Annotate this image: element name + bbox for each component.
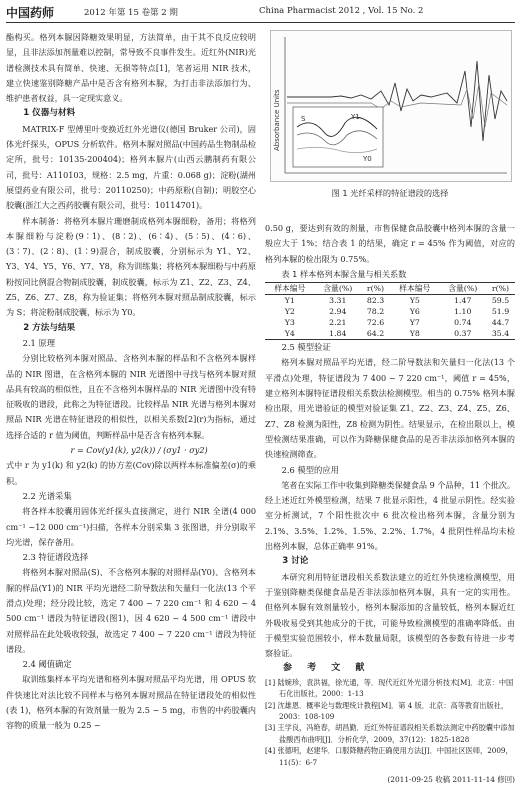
- table-cell: 35.4: [491, 329, 510, 339]
- table-cell: 51.9: [491, 307, 510, 317]
- subsection-heading-2-2: 2.2 光谱采集: [22, 490, 72, 501]
- subsection-heading-2-4: 2.4 阈值确定: [22, 659, 72, 670]
- subsection-heading-2-6: 2.6 模型的应用: [281, 464, 339, 475]
- table-cell: Y1: [284, 296, 295, 306]
- running-header: [6, 4, 515, 22]
- table-cell: 1.47: [454, 296, 472, 306]
- legend-s: S: [301, 115, 306, 123]
- figure-1-spectra: [270, 30, 512, 182]
- validation-paragraph: 格列本脲对照品平均光谱，经二阶导数法和矢量归一化法(13 个平滑点)处理，特征谱段为 7 400 ~ 7 220 cm⁻¹，阈值 r = 45%，建立格列本脲特征谱段相关系数法检测模型。相当的 0.75% 格列本脲检出限，用光谱验证的模型对验证集 Z1、Z2、Z3、Z4、Z5、Z6、Z7、Z8 检测为阳性，Z8 检测为阴性。结果显示，在检出限以上，模型检测结果准确，可以作为降糖保健食品的是否非法添加格列本脲的快速检测筛查。: [265, 357, 515, 460]
- correlation-formula: r = Cov(y1(k), y2(k)) / (σy1 · σy2): [70, 445, 208, 456]
- figure-1-caption: 图 1 光纤采样的特征谱段的选择: [331, 188, 449, 198]
- table-row: [265, 328, 515, 340]
- table-header-row: [265, 283, 515, 295]
- table-cell: 0.37: [454, 329, 472, 339]
- table-cell: 64.2: [366, 329, 385, 339]
- table-cell: Y4: [284, 329, 295, 339]
- table-row: [265, 295, 515, 307]
- threshold-paragraph: 取训练集样本平均光谱和格列本脲对照品平均光谱，用 OPUS 软件快速比对法比较不同样本与格列本脲对照品在特征谱段处的相似性(表 1)，格列本脲的有效剂量一般为 2.5 ~ 5 mg，市售的中药胶囊内容物的质量一般为 0.25 ~: [6, 674, 256, 731]
- discussion-paragraph: 本研究利用特征谱段相关系数法建立的近红外快速检测模型，用于鉴别降糖类保健食品是否非法添加格列本脲，具有一定的实用性。但格列本脲有效剂量较小，格列本脲添加的含量较低，格列本脲近红外吸收易受到其他成分的干扰，可能导致检测模型的准确率降低。由于模型实验范围较小，样本数量局限，该模型的各参数有待进一步考察验证。: [265, 571, 515, 659]
- right-column: [265, 221, 515, 787]
- issue-info-cn: 2012 年第 15 卷第 2 期: [84, 8, 178, 18]
- table-cell: 2.94: [329, 307, 347, 317]
- table-cell: 1.10: [454, 307, 472, 317]
- reference-item: [3] 王学良，冯艳春，胡昌勤．近红外特征谱段相关系数法测定中药胶囊中添加盐酸西布曲明[J]．分析化学，2009，37(12)：1825-1828: [265, 723, 515, 744]
- table-header-cell: r(%): [366, 284, 385, 294]
- table-header-cell: 样本编号: [274, 284, 306, 294]
- table-header-cell: 含量(%): [323, 284, 353, 294]
- references-title: 参 考 文 献: [283, 663, 371, 674]
- materials-paragraph: MATRIX-F 型傅里叶变换近红外光谱仪(德国 Bruker 公司)，固体光纤探头，OPUS 分析软件。格列本脲对照品(中国药品生物制品检定所，批号：10135-200404)；格列本脲片(山西云鹏制药有限公司，批号：A110103，规格：2.5 mg，片重：0.068 g)；淀粉(湖州展望药业有限公司，批号：20110250)；中药原粉(自制)；明胶空心胶囊(浙江大之西药胶囊有限公司，批号：10114701)。: [6, 123, 256, 211]
- reference-item: [2] 沈雄恩．概率论与数理统计教程[M]．第 4 版．北京：高等教育出版社，2003：108-109: [265, 700, 509, 721]
- table-header-cell: r(%): [491, 284, 510, 294]
- table-cell: 44.7: [491, 318, 510, 328]
- formula-note: 式中 r 为 y1(k) 和 y2(k) 的协方差(Cov)除以两样本标准偏差(σ)的乘积。: [6, 460, 256, 486]
- subsection-heading-2-1: 2.1 原理: [22, 337, 56, 348]
- table-header-cell: 含量(%): [448, 284, 478, 294]
- table-cell: Y7: [409, 318, 420, 328]
- threshold-continuation: 0.50 g，要达到有效的剂量，市售保健食品胶囊中格列本脲的含量一般应大于 1%；结合表 1 的结果，确定 r = 45% 作为阈值，对应的格列本脲的检出限为 0.75%。: [265, 223, 515, 264]
- section-heading-1: 1 仪器与材料: [23, 108, 76, 119]
- table-cell: 0.74: [454, 318, 472, 328]
- principle-paragraph: 分别比较格列本脲对照品、含格列本脲的样品和不含格列本脲样品的 NIR 图谱，在含格列本脲的 NIR 光谱图中寻找与格列本脲对照品具有较高的相似性，且在不含格列本脲样品的 NIR 光谱图中没有特征吸收的谱段，此称之为特征谱段。比较样品 NIR 光谱与格列本脲对照品 NIR 光谱在特征谱段的相似性，以相关系数[2](r)为指标，通过选择合适的 r 值为阈值，判断样品中是否含有格列本脲。: [6, 353, 256, 440]
- table-cell: Y5: [409, 296, 420, 306]
- received-revised-date: (2011-09-25 收稿 2011-11-14 修回): [387, 774, 515, 784]
- legend-y1: Y1: [351, 113, 360, 121]
- application-paragraph: 笔者在实际工作中收集到降糖类保健食品 9 个品种，11 个批次。经上述近红外模型检测，结果 7 批显示阳性，4 批显示阴性。经实验室分析测试，7 个阳性批次中 6 批次检出格列本脲，含量分别为 2.1%、3.5%、1.2%、1.5%、2.2%、1.7%，4 批阴性样品均未检出格列本脲，总体正确率 91%。: [265, 479, 515, 552]
- journal-name-cn: 中国药师: [6, 6, 55, 20]
- references-list: [265, 677, 515, 768]
- table-cell: Y6: [409, 307, 420, 317]
- table-1: [265, 282, 515, 340]
- table-cell: 59.5: [491, 296, 510, 306]
- band-selection-paragraph: 将格列本脲对照品(S)、不含格列本脲的对照样品(Y0)、含格列本脲的样品(Y1)的 NIR 平均光谱经二阶导数法和矢量归一化法(13 个平滑点)处理；经分段比较，选定 7 400 ~ 7 220 cm⁻¹ 和 4 620 ~ 4 500 cm⁻¹ 谱段为特征谱段(图1)，因 4 620 ~ 4 500 cm⁻¹ 谱段中对照样品在此处吸收较强，故选定 7 400 ~ 7 220 cm⁻¹ 谱段为特征谱段。: [6, 567, 256, 654]
- reference-item: [1] 陆婉珍，袁洪福，徐光通，等．现代近红外光谱分析技术[M]．北京：中国石化出版社，2000：1-13: [265, 677, 514, 699]
- sample-prep-paragraph: 样本制备：将格列本脲片珊磨制成格列本脲细粉，备用；将格列本脲细粉与淀粉(9∶1)、(8∶2)、(6∶4)、(5∶5)、(4∶6)、(3∶7)、(2∶8)、(1∶9)混合，制成胶囊，分别标示为 Y1、Y2、Y3、Y4、Y5、Y6、Y7、Y8，称为训练集；将格列本脲细粉与中药原粉按同比例混合物制成胶囊，制成胶囊，标示为 Z1、Z2、Z3、Z4、Z5、Z6、Z7、Z8，称为验证集；将格列本脲对照品制成胶囊，标示为 S；将淀粉制成胶囊，标示为 Y0。: [6, 215, 256, 318]
- table-row: [265, 306, 515, 317]
- table-header-cell: 样本编号: [399, 284, 431, 294]
- table-cell: 1.84: [329, 329, 347, 339]
- header-rule: [6, 22, 515, 23]
- table-cell: Y3: [284, 318, 295, 328]
- table-cell: Y8: [409, 329, 420, 339]
- table-cell: 78.2: [366, 307, 385, 317]
- intro-paragraph: 酯构买。格列本脲因降糖效果明显，方法简单，由于其不良反应较明显，且非法添加剂量难以控制，常导致不良事件发生。近红外(NIR)光谱检测技术具有简单、快速、无损等特点[1]，笔者运用 NIR 技术，建立快速鉴别降糖产品中是否含有格列本脲，为打击非法添加行为、维护患者权益，具一定现实意义。: [6, 32, 256, 104]
- subsection-heading-2-5: 2.5 模型验证: [281, 342, 331, 353]
- section-heading-2: 2 方法与结果: [23, 322, 76, 333]
- y-axis-label: Absorbance Units: [273, 89, 281, 151]
- table-cell: 82.3: [366, 296, 385, 306]
- table-1-caption: 表 1 样本格列本脲含量与相关系数: [281, 268, 407, 279]
- journal-name-en: China Pharmacist 2012 , Vol. 15 No. 2: [259, 6, 424, 16]
- table-cell: 3.31: [329, 296, 347, 306]
- table-row: [265, 317, 515, 328]
- legend-y0: Y0: [363, 155, 372, 163]
- subsection-heading-2-3: 2.3 特征谱段选择: [22, 552, 89, 563]
- reference-item: [4] 张德明，赵建华．口服降糖药物正确使用方法[J]．中国社区医师，2009，11(5)：6-7: [265, 746, 513, 767]
- spectra-plot: [271, 31, 511, 181]
- collection-paragraph: 将各样本胶囊用固体光纤探头直接测定，进行 NIR 全谱(4 000 cm⁻¹ ~12 000 cm⁻¹)扫描，各样本分别采集 3 张图谱，并分别取平均光谱，保存备用。: [6, 506, 256, 547]
- table-cell: 72.6: [366, 318, 385, 328]
- table-cell: 2.21: [329, 318, 347, 328]
- left-column: [6, 30, 256, 734]
- section-heading-3: 3 讨论: [282, 556, 309, 567]
- table-cell: Y2: [284, 307, 295, 317]
